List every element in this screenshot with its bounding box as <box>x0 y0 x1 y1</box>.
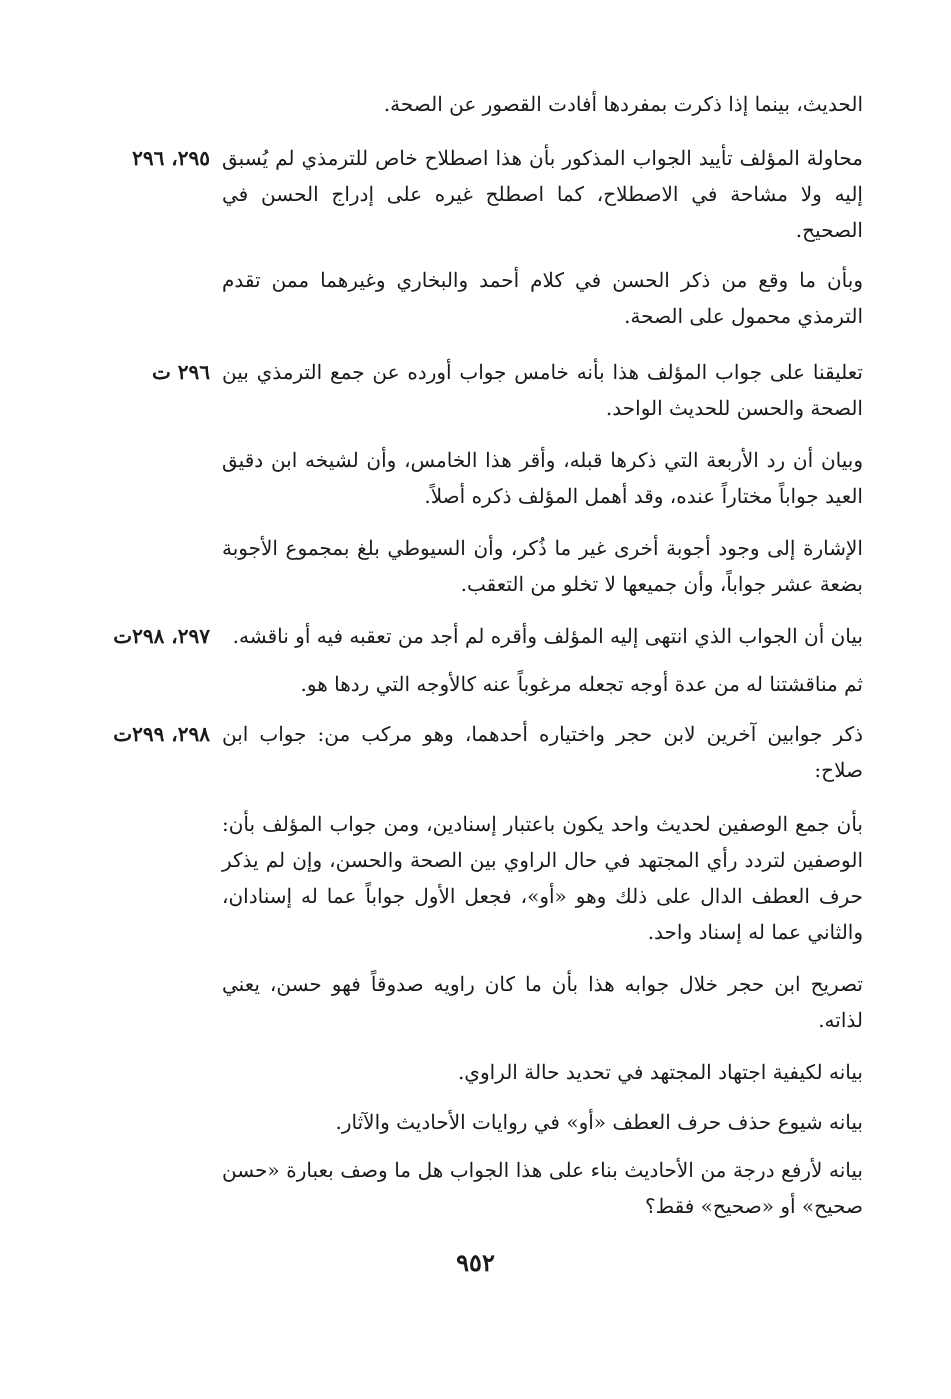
page-reference-9: ٢٩٨، ٢٩٩ت <box>113 722 210 746</box>
page-reference-7: ٢٩٧، ٢٩٨ت <box>113 624 210 648</box>
paragraph-10: بأن جمع الوصفين لحديث واحد يكون باعتبار إسنادين، ومن جواب المؤلف بأن: الوصفين لتردد رأي المجتهد في حال الراوي بين الصحة والحسن، وإن لم يذكر حرف العطف الدال على ذلك وهو «أو»، فجعل الأول جواباً عما له إسنادان، والثاني عما له إسناد واحد. <box>222 812 863 944</box>
paragraph-14: بيانه لأرفع درجة من الأحاديث بناء على هذا الجواب هل ما وصف بعبارة «حسن صحيح» أو «صحيح» فقط؟ <box>222 1158 863 1218</box>
page-number: ٩٥٢ <box>456 1248 495 1277</box>
paragraph-7: بيان أن الجواب الذي انتهى إليه المؤلف وأقره لم أجد من تعقبه فيه أو ناقشه. <box>232 624 863 648</box>
paragraph-13: بيانه شيوع حذف حرف العطف «أو» في روايات الأحاديث والآثار. <box>335 1110 863 1134</box>
paragraph-11: تصريح ابن حجر خلال جوابه هذا بأن ما كان راويه صدوقاً فهو حسن، يعني لذاته. <box>222 972 863 1032</box>
paragraph-8: ثم مناقشتنا له من عدة أوجه تجعله مرغوباً عنه كالأوجه التي ردها هو. <box>300 672 863 696</box>
paragraph-2: محاولة المؤلف تأييد الجواب المذكور بأن هذا اصطلاح خاص للترمذي لم يُسبق إليه ولا مشاحة في الاصطلاح، كما اصطلح غيره على إدراج الحسن في الصحيح. <box>222 146 863 242</box>
page-reference-2: ٢٩٥، ٢٩٦ <box>132 146 210 170</box>
paragraph-12: بيانه لكيفية اجتهاد المجتهد في تحديد حالة الراوي. <box>457 1060 863 1084</box>
paragraph-3: وبأن ما وقع من ذكر الحسن في كلام أحمد والبخاري وغيرهما ممن تقدم الترمذي محمول على الصحة. <box>222 268 863 328</box>
paragraph-1: الحديث، بينما إذا ذكرت بمفردها أفادت القصور عن الصحة. <box>383 92 863 116</box>
page-reference-4: ٢٩٦ ت <box>151 360 210 384</box>
paragraph-5: وبيان أن رد الأربعة التي ذكرها قبله، وأقر هذا الخامس، وأن لشيخه ابن دقيق العيد جواباً مختاراً عنده، وقد أهمل المؤلف ذكره أصلاً. <box>222 448 863 508</box>
paragraph-4: تعليقنا على جواب المؤلف هذا بأنه خامس جواب أورده عن جمع الترمذي بين الصحة والحسن للحديث الواحد. <box>222 360 863 420</box>
paragraph-9: ذكر جوابين آخرين لابن حجر واختياره أحدهما، وهو مركب من: جواب ابن صلاح: <box>222 722 863 782</box>
paragraph-6: الإشارة إلى وجود أجوبة أخرى غير ما ذُكر، وأن السيوطي بلغ بمجموع الأجوبة بضعة عشر جواباً، وأن جميعها لا تخلو من التعقب. <box>222 536 863 596</box>
